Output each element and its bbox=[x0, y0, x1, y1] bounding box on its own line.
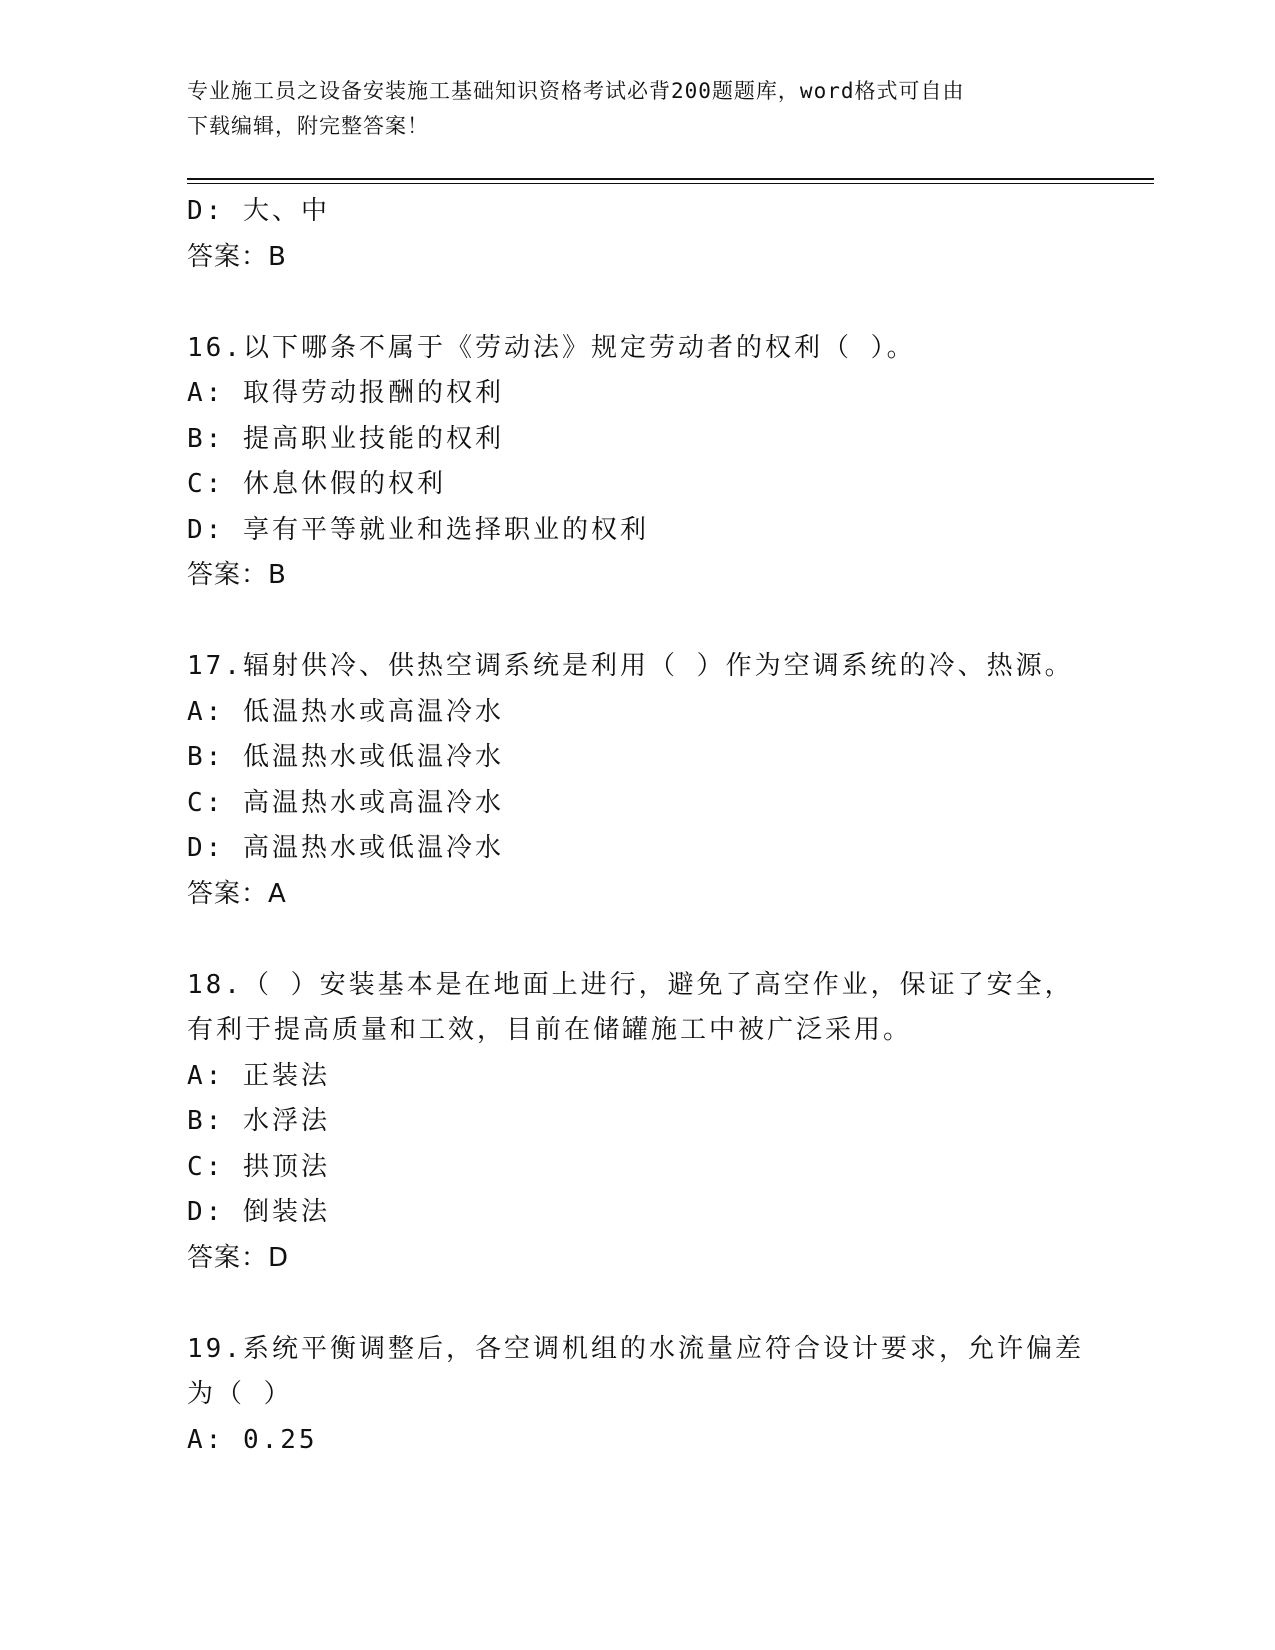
question-text: 17.辐射供冷、供热空调系统是利用（ ）作为空调系统的冷、热源。 bbox=[187, 651, 1074, 681]
option-d: D: 高温热水或低温冷水 bbox=[187, 833, 504, 863]
document-body bbox=[187, 189, 1087, 1463]
question-block-17 bbox=[187, 644, 1087, 917]
answer-line: 答案：B bbox=[187, 241, 287, 272]
option-d: D: 倒装法 bbox=[187, 1197, 330, 1227]
option-c: C: 拱顶法 bbox=[187, 1151, 330, 1182]
option-c: C: 休息休假的权利 bbox=[187, 469, 446, 499]
option-a: A: 0.25 bbox=[187, 1424, 318, 1455]
option-a: A: 低温热水或高温冷水 bbox=[187, 696, 504, 727]
spacer bbox=[187, 917, 1087, 963]
answer-line: 答案：D bbox=[187, 1242, 290, 1273]
header-divider bbox=[187, 178, 1154, 180]
question-text-continued: 有利于提高质量和工效，目前在储罐施工中被广泛采用。 bbox=[187, 1015, 913, 1045]
option-a: A: 正装法 bbox=[187, 1060, 330, 1091]
question-text-continued: 为（ ） bbox=[187, 1379, 293, 1409]
option-d: D: 享有平等就业和选择职业的权利 bbox=[187, 514, 649, 545]
answer-line: 答案：A bbox=[187, 878, 287, 909]
option-b: B: 水浮法 bbox=[187, 1106, 330, 1136]
header-divider-thin bbox=[187, 183, 1154, 184]
question-block-15 bbox=[187, 189, 1087, 280]
spacer bbox=[187, 599, 1087, 645]
option-c: C: 高温热水或高温冷水 bbox=[187, 787, 504, 818]
header-line-2: 下载编辑，附完整答案！ bbox=[187, 114, 429, 138]
question-block-18 bbox=[187, 963, 1087, 1282]
spacer bbox=[187, 1281, 1087, 1327]
option-a: A: 取得劳动报酬的权利 bbox=[187, 378, 504, 408]
question-text: 18.（ ）安装基本是在地面上进行，避免了高空作业，保证了安全， bbox=[187, 969, 1074, 1000]
option-d: D: 大、中 bbox=[187, 196, 330, 226]
question-block-16 bbox=[187, 326, 1087, 599]
answer-line: 答案：B bbox=[187, 560, 287, 590]
question-text: 19.系统平衡调整后，各空调机组的水流量应符合设计要求，允许偏差 bbox=[187, 1333, 1084, 1364]
document-header bbox=[187, 74, 1087, 144]
spacer bbox=[187, 280, 1087, 326]
option-b: B: 提高职业技能的权利 bbox=[187, 423, 504, 454]
header-line-1: 专业施工员之设备安装施工基础知识资格考试必背200题题库，word格式可自由 bbox=[187, 79, 965, 103]
question-block-19 bbox=[187, 1327, 1087, 1464]
question-text: 16.以下哪条不属于《劳动法》规定劳动者的权利（ ）。 bbox=[187, 332, 916, 363]
option-b: B: 低温热水或低温冷水 bbox=[187, 742, 504, 772]
